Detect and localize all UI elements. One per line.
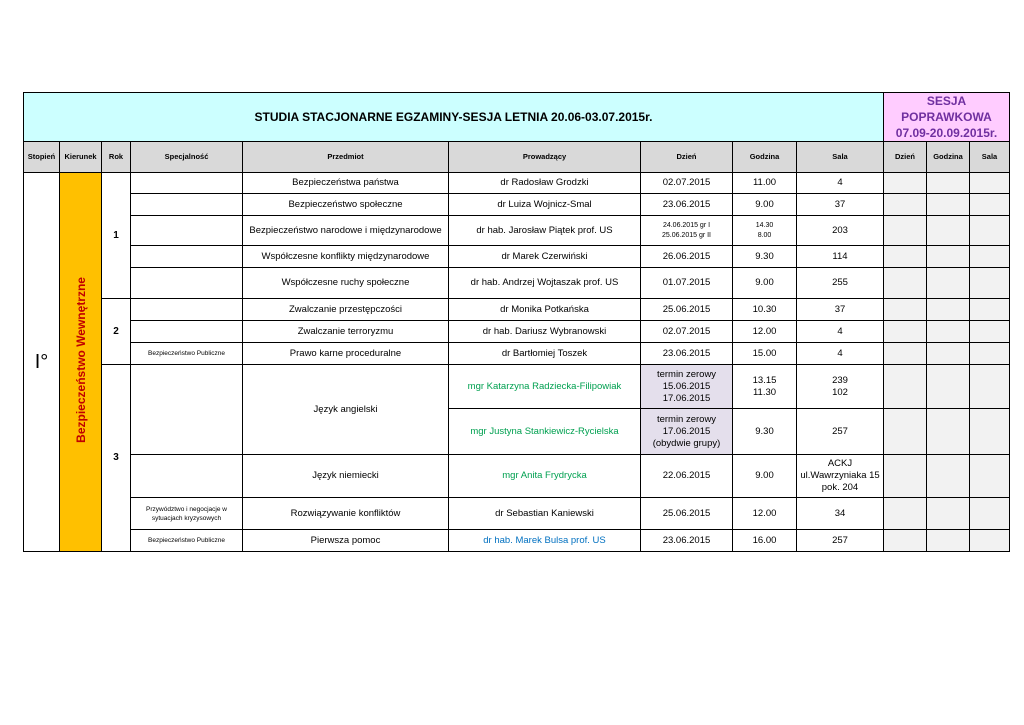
retake-hour — [927, 194, 970, 216]
exam-day-1: 17.06.2015 — [662, 425, 711, 437]
exam-day: 23.06.2015 — [641, 530, 733, 552]
retake-session-title: SESJA POPRAWKOWA — [901, 94, 992, 124]
subject: Zwalczanie terroryzmu — [243, 321, 449, 343]
exam-room: 255 — [797, 268, 884, 299]
exam-room-building: ACKJ — [827, 458, 853, 469]
table-row — [24, 455, 1010, 498]
subject: Bezpieczeństwa państwa — [243, 173, 449, 194]
exam-day: 26.06.2015 — [641, 246, 733, 268]
session-title: STUDIA STACJONARNE EGZAMINY-SESJA LETNIA 20.06-03.07.2015r. — [24, 93, 884, 142]
retake-room — [970, 455, 1010, 498]
retake-room — [970, 173, 1010, 194]
specialty-cell — [131, 268, 243, 299]
exam-room — [797, 455, 884, 498]
year-2: 2 — [102, 299, 131, 365]
col-rok: Rok — [102, 142, 131, 173]
zero-term-label: termin zerowy — [656, 368, 717, 380]
teacher: dr Sebastian Kaniewski — [449, 498, 641, 530]
table-row — [24, 246, 1010, 268]
retake-room — [970, 268, 1010, 299]
table-row — [24, 498, 1010, 530]
retake-hour — [927, 321, 970, 343]
col-retake-sala: Sala — [970, 142, 1010, 173]
exam-hour: 16.00 — [733, 530, 797, 552]
exam-hour-group-1: 14.30 — [755, 221, 774, 229]
table-row — [24, 194, 1010, 216]
degree-level: I° — [24, 173, 60, 552]
subject: Zwalczanie przestępczości — [243, 299, 449, 321]
retake-hour — [927, 455, 970, 498]
retake-hour — [927, 409, 970, 455]
teacher: dr Bartłomiej Toszek — [449, 343, 641, 365]
exam-day-group-2: 25.06.2015 gr II — [661, 231, 712, 239]
exam-day: 25.06.2015 — [641, 498, 733, 530]
col-dzien: Dzień — [641, 142, 733, 173]
retake-day — [884, 299, 927, 321]
table-row — [24, 365, 1010, 409]
year-3: 3 — [102, 365, 131, 552]
retake-hour — [927, 173, 970, 194]
table-row — [24, 321, 1010, 343]
exam-hour: 9.00 — [733, 455, 797, 498]
retake-hour — [927, 530, 970, 552]
exam-hour: 9.00 — [733, 194, 797, 216]
retake-room — [970, 321, 1010, 343]
retake-room — [970, 530, 1010, 552]
retake-session-header — [884, 93, 1010, 142]
specialty-cell — [131, 246, 243, 268]
exam-hour: 12.00 — [733, 498, 797, 530]
retake-room — [970, 498, 1010, 530]
col-godzina: Godzina — [733, 142, 797, 173]
exam-hour-1: 13.15 — [752, 374, 777, 386]
teacher: dr hab. Jarosław Piątek prof. US — [449, 216, 641, 246]
exam-schedule-table — [23, 92, 1010, 552]
exam-room-1: 239 — [832, 374, 848, 386]
exam-hour: 12.00 — [733, 321, 797, 343]
subject: Prawo karne proceduralne — [243, 343, 449, 365]
col-prowadzacy: Prowadzący — [449, 142, 641, 173]
subject: Język angielski — [243, 365, 449, 455]
teacher: dr Marek Czerwiński — [449, 246, 641, 268]
exam-day: 01.07.2015 — [641, 268, 733, 299]
retake-room — [970, 194, 1010, 216]
table-row — [24, 299, 1010, 321]
teacher: dr hab. Dariusz Wybranowski — [449, 321, 641, 343]
exam-room: 257 — [797, 530, 884, 552]
exam-day-group-1: 24.06.2015 gr I — [662, 221, 711, 229]
exam-hour: 9.30 — [733, 246, 797, 268]
retake-room — [970, 246, 1010, 268]
retake-hour — [927, 365, 970, 409]
retake-day — [884, 173, 927, 194]
retake-day — [884, 498, 927, 530]
table-row — [24, 268, 1010, 299]
exam-day: 02.07.2015 — [641, 321, 733, 343]
specialty: Bezpieczeństwo Publiczne — [131, 530, 243, 552]
col-retake-dzien: Dzień — [884, 142, 927, 173]
retake-day — [884, 455, 927, 498]
specialty: Przywództwo i negocjacje w sytuacjach kryzysowych — [131, 498, 243, 530]
col-specjalnosc: Specjalność — [131, 142, 243, 173]
exam-day-1: 15.06.2015 — [662, 380, 711, 392]
exam-hour-group-2: 8.00 — [757, 231, 772, 239]
exam-hour-2: 11.30 — [752, 386, 777, 398]
table-row — [24, 216, 1010, 246]
teacher: mgr Justyna Stankiewicz-Rycielska — [449, 409, 641, 455]
retake-room — [970, 365, 1010, 409]
retake-room — [970, 299, 1010, 321]
exam-room: 4 — [797, 321, 884, 343]
specialty-cell — [131, 216, 243, 246]
exam-room: 4 — [797, 343, 884, 365]
col-stopien: Stopień — [24, 142, 60, 173]
retake-day — [884, 343, 927, 365]
retake-day — [884, 194, 927, 216]
exam-room: 37 — [797, 299, 884, 321]
specialty-cell — [131, 455, 243, 498]
exam-day — [641, 409, 733, 455]
subject: Bezpieczeństwo społeczne — [243, 194, 449, 216]
table-row — [24, 173, 1010, 194]
retake-room — [970, 216, 1010, 246]
exam-room — [797, 365, 884, 409]
specialty: Bezpieczeństwo Publiczne — [131, 343, 243, 365]
exam-hour: 9.30 — [733, 409, 797, 455]
exam-room: 114 — [797, 246, 884, 268]
exam-hour: 10.30 — [733, 299, 797, 321]
teacher: dr hab. Andrzej Wojtaszak prof. US — [449, 268, 641, 299]
exam-day: 25.06.2015 — [641, 299, 733, 321]
exam-room-number: pok. 204 — [821, 482, 859, 493]
subject: Pierwsza pomoc — [243, 530, 449, 552]
exam-hour: 9.00 — [733, 268, 797, 299]
exam-day: 23.06.2015 — [641, 343, 733, 365]
exam-day: 23.06.2015 — [641, 194, 733, 216]
exam-day — [641, 365, 733, 409]
column-header-row — [24, 142, 1010, 173]
specialty-cell — [131, 194, 243, 216]
exam-room: 203 — [797, 216, 884, 246]
exam-hour — [733, 365, 797, 409]
teacher: mgr Katarzyna Radziecka-Filipowiak — [449, 365, 641, 409]
zero-term-label: termin zerowy — [656, 413, 717, 425]
retake-hour — [927, 246, 970, 268]
exam-room: 257 — [797, 409, 884, 455]
retake-room — [970, 409, 1010, 455]
exam-room: 4 — [797, 173, 884, 194]
specialty-cell — [131, 173, 243, 194]
retake-hour — [927, 216, 970, 246]
subject: Współczesne konflikty międzynarodowe — [243, 246, 449, 268]
exam-day: 22.06.2015 — [641, 455, 733, 498]
teacher: dr Radosław Grodzki — [449, 173, 641, 194]
exam-day: 02.07.2015 — [641, 173, 733, 194]
specialty-cell — [131, 299, 243, 321]
field-of-study — [60, 173, 102, 552]
table-row — [24, 530, 1010, 552]
col-sala: Sala — [797, 142, 884, 173]
exam-room-street: ul.Wawrzyniaka 15 — [800, 470, 880, 481]
exam-room-2: 102 — [832, 386, 848, 398]
retake-hour — [927, 268, 970, 299]
retake-day — [884, 365, 927, 409]
retake-hour — [927, 299, 970, 321]
teacher: dr Monika Potkańska — [449, 299, 641, 321]
col-kierunek: Kierunek — [60, 142, 102, 173]
exam-day-note: (obydwie grupy) — [652, 437, 721, 449]
exam-hour — [733, 216, 797, 246]
teacher: mgr Anita Frydrycka — [449, 455, 641, 498]
table-row — [24, 343, 1010, 365]
exam-room: 37 — [797, 194, 884, 216]
exam-hour: 11.00 — [733, 173, 797, 194]
exam-day-2: 17.06.2015 — [662, 392, 711, 404]
retake-day — [884, 321, 927, 343]
subject: Współczesne ruchy społeczne — [243, 268, 449, 299]
subject: Rozwiązywanie konfliktów — [243, 498, 449, 530]
title-row — [24, 93, 1010, 142]
teacher: dr Luiza Wojnicz-Smal — [449, 194, 641, 216]
exam-day — [641, 216, 733, 246]
col-przedmiot: Przedmiot — [243, 142, 449, 173]
specialty-cell — [131, 321, 243, 343]
retake-hour — [927, 498, 970, 530]
subject: Bezpieczeństwo narodowe i międzynarodowe — [243, 216, 449, 246]
retake-day — [884, 530, 927, 552]
retake-hour — [927, 343, 970, 365]
field-of-study-label: Bezpieczeństwo Wewnętrzne — [73, 277, 88, 443]
specialty-cell — [131, 365, 243, 455]
subject: Język niemiecki — [243, 455, 449, 498]
retake-day — [884, 216, 927, 246]
exam-room: 34 — [797, 498, 884, 530]
year-1: 1 — [102, 173, 131, 299]
retake-day — [884, 268, 927, 299]
retake-day — [884, 246, 927, 268]
retake-session-dates: 07.09-20.09.2015r. — [895, 126, 998, 140]
retake-day — [884, 409, 927, 455]
exam-hour: 15.00 — [733, 343, 797, 365]
teacher: dr hab. Marek Bulsa prof. US — [449, 530, 641, 552]
col-retake-godzina: Godzina — [927, 142, 970, 173]
retake-room — [970, 343, 1010, 365]
